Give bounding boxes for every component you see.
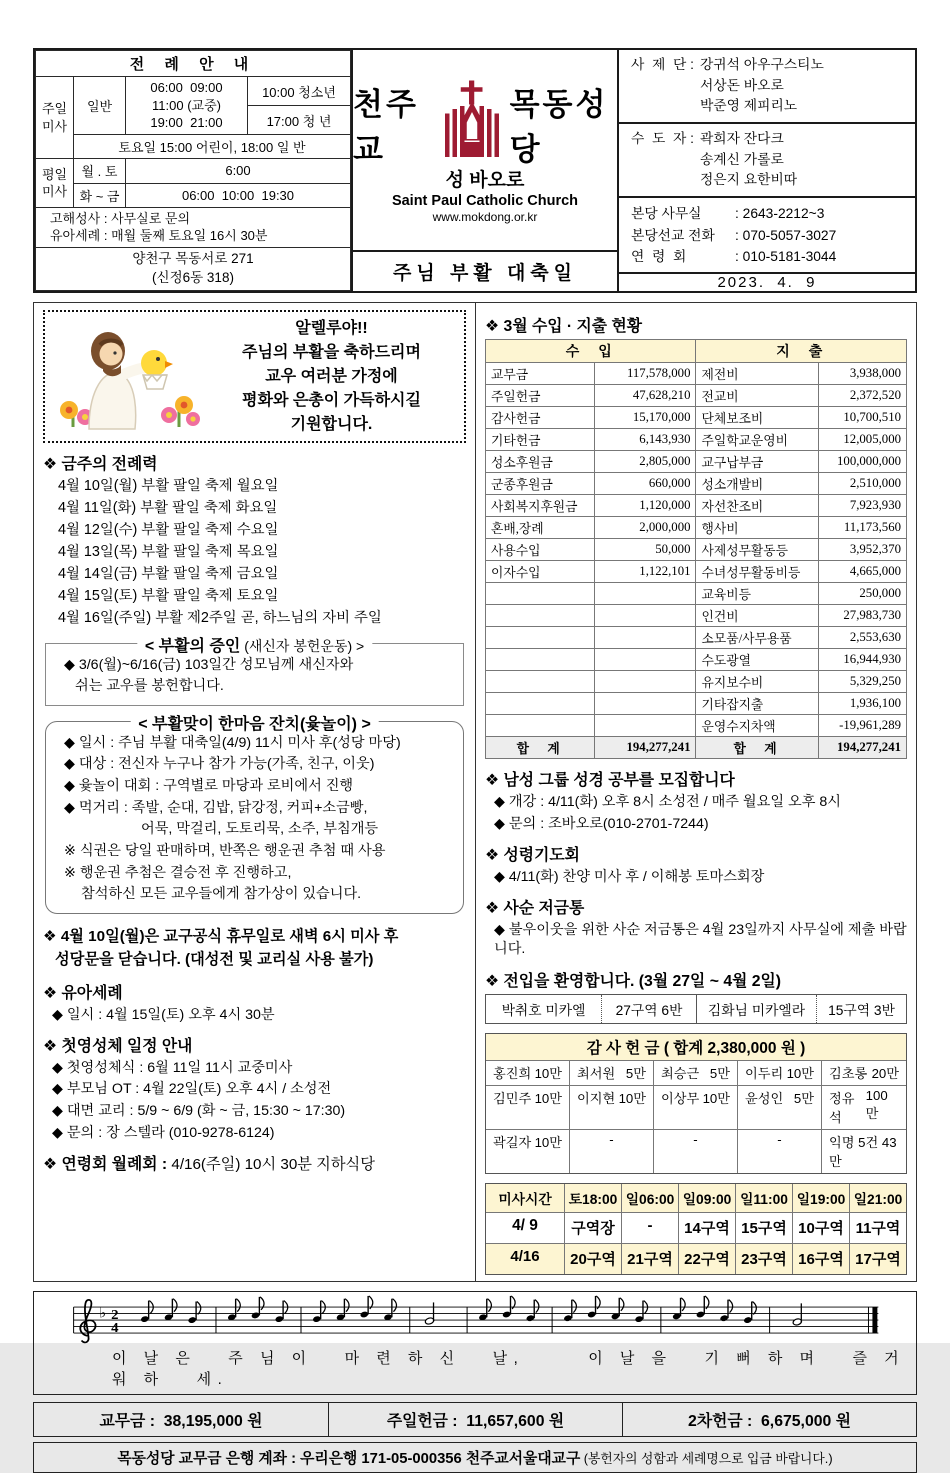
finance-row — [486, 495, 907, 517]
music-staff — [40, 1295, 910, 1347]
welcome-cell: 15구역 3반 — [816, 995, 906, 1023]
rota-cell: - — [621, 1212, 678, 1243]
income-label — [486, 627, 595, 649]
expense-label: 단체보조비 — [696, 407, 818, 429]
treble-clef-icon — [80, 1299, 95, 1342]
prayer-meeting-list — [485, 868, 907, 887]
left-column — [34, 303, 475, 1280]
communion-item: ◆ 첫영성체식 : 6월 11일 11시 교중미사 — [52, 1059, 293, 1076]
calendar-item: 4월 14일(금) 부활 팔일 축제 금요일 — [58, 566, 279, 582]
finance-row — [486, 627, 907, 649]
welcome-table — [485, 994, 907, 1024]
saturday-mass-times: 토요일 15:00 어린이, 18:00 일 반 — [74, 135, 351, 159]
income-label: 성소후원금 — [486, 451, 595, 473]
priests-names: 강귀석 아우구스티노 서상돈 바오로 박준영 제피리노 — [699, 57, 824, 114]
donor-amount: 10만 — [702, 1091, 730, 1107]
expense-header: 지 출 — [696, 340, 907, 363]
calendar-item: 4월 15일(토) 부활 팔일 축제 토요일 — [58, 587, 279, 604]
expense-label: 수도광열 — [696, 649, 818, 671]
communion-item: ◆ 부모님 OT : 4월 22일(토) 오후 4시 / 소성전 — [52, 1081, 332, 1098]
festival-line: ◆ 윷놀이 대회 : 구역별로 마당과 로비에서 진행 — [64, 778, 354, 794]
calendar-item: 4월 10일(월) 부활 팔일 축제 월요일 — [58, 478, 279, 495]
donor-name: 김초롱 — [829, 1066, 868, 1082]
rota-header-cell: 일19:00 — [792, 1184, 849, 1212]
rota-header-cell: 일21:00 — [849, 1184, 906, 1212]
brand-name-row — [353, 78, 617, 169]
thanksgiving-cell — [570, 1129, 654, 1173]
finance-row — [486, 715, 907, 737]
right-column — [475, 303, 916, 1280]
religious-names: 곽희자 잔다크 송계신 가롤로 정은지 요한비따 — [699, 131, 798, 188]
phone-label: 본당 사무실 — [631, 206, 702, 222]
youth-mass-time: 10:00 청소년 — [248, 77, 351, 106]
rota-cell: 22구역 — [678, 1243, 735, 1274]
finance-row — [486, 363, 907, 385]
income-label: 혼배,장례 — [486, 517, 595, 539]
finance-title: ❖ 3월 수입 · 지출 현황 — [485, 318, 642, 336]
income-amount — [595, 649, 696, 671]
time-signature-bottom: 4 — [111, 1320, 119, 1336]
closure-notice: ❖ 4월 10일(월)은 교구공식 휴무일로 새벽 6시 미사 후 성당문을 닫습니다. (대성전 및 교리실 사용 불가) — [43, 928, 399, 968]
expense-amount: 250,000 — [818, 583, 906, 605]
thanksgiving-cell — [822, 1129, 906, 1173]
donor-name: 김민주 — [493, 1091, 532, 1107]
income-label — [486, 693, 595, 715]
phone-row — [631, 246, 907, 267]
expense-label: 유지보수비 — [696, 671, 818, 693]
finance-row — [486, 583, 907, 605]
donor-amount: 100만 — [865, 1088, 888, 1122]
general-label: 일반 — [74, 77, 126, 135]
donor-amount: 5만 — [709, 1066, 730, 1082]
expense-amount: 4,665,000 — [818, 561, 906, 583]
thanksgiving-cell — [654, 1129, 738, 1173]
festival-line: ※ 행운권 추첨은 결승전 후 진행하고, — [64, 864, 292, 881]
festival-line: 어묵, 막걸리, 도토리묵, 소주, 부침개등 — [141, 821, 379, 838]
donor-name: 윤성인 — [745, 1091, 784, 1107]
expense-label: 제전비 — [696, 363, 818, 385]
easter-greeting-box — [43, 310, 466, 443]
income-label: 사용수입 — [486, 539, 595, 561]
income-amount: 15,170,000 — [595, 407, 696, 429]
rota-header-cell: 미사시간 — [486, 1184, 564, 1212]
finance-row — [486, 385, 907, 407]
income-label: 사회복지후원금 — [486, 495, 595, 517]
easter-festival-box — [45, 716, 464, 914]
expense-amount: 10,700,510 — [818, 407, 906, 429]
bible-study-item: ◆ 문의 : 조바오로(010-2701-7244) — [494, 815, 709, 832]
expense-label: 수녀성무활동비등 — [696, 561, 818, 583]
calendar-item: 4월 13일(목) 부활 팔일 축제 목요일 — [58, 544, 279, 561]
income-amount: 2,000,000 — [595, 517, 696, 539]
donor-amount: 10만 — [534, 1135, 562, 1151]
income-amount: 660,000 — [595, 473, 696, 495]
expense-amount: 2,553,630 — [818, 627, 906, 649]
offering-second: 2차헌금 : 6,675,000 원 — [622, 1403, 916, 1436]
schedule-title: 전 례 안 내 — [36, 51, 351, 77]
income-label: 주일헌금 — [486, 385, 595, 407]
brand-name-left: 천주교 — [353, 86, 419, 167]
expense-amount: 16,944,930 — [818, 649, 906, 671]
thanksgiving-cell — [570, 1085, 654, 1129]
thanksgiving-cell — [486, 1061, 570, 1085]
bible-study-item: ◆ 개강 : 4/11(화) 오후 8시 소성전 / 매주 월요일 오후 8시 — [494, 794, 841, 811]
time-signature-top: 2 — [111, 1307, 119, 1323]
easter-illustration — [51, 315, 201, 438]
rota-row-apr16 — [486, 1243, 906, 1274]
income-amount: 117,578,000 — [595, 363, 696, 385]
expense-amount: 5,329,250 — [818, 671, 906, 693]
thanksgiving-offering-table — [485, 1033, 907, 1174]
easter-festival-title: < 부활맞이 한마음 잔치(윷놀이) > — [130, 711, 379, 734]
weekday-mass-label: 평일 미사 — [36, 159, 74, 207]
mass-schedule-table — [35, 50, 351, 291]
finance-row — [486, 451, 907, 473]
easter-festival-lines — [55, 734, 454, 905]
expense-label: 교구납부금 — [696, 451, 818, 473]
donor-name: 홍진희 — [493, 1066, 532, 1082]
income-amount: 1,122,101 — [595, 561, 696, 583]
phones-block — [619, 198, 915, 274]
thanksgiving-title: 감 사 헌 금 ( 합계 2,380,000 원 ) — [486, 1034, 906, 1061]
easter-witness-lines — [55, 656, 454, 697]
church-website: www.mokdong.or.kr — [432, 210, 538, 225]
rota-cell: 21구역 — [621, 1243, 678, 1274]
finance-total-row: 합 계 194,277,241 합 계 194,277,241 — [486, 737, 907, 759]
thanksgiving-cell — [738, 1061, 822, 1085]
expense-amount: 3,938,000 — [818, 363, 906, 385]
donor-name: 곽길자 — [493, 1135, 532, 1151]
phone-label: 본당선교 전화 — [631, 227, 715, 243]
rota-header-cell: 일09:00 — [678, 1184, 735, 1212]
phone-row — [631, 203, 907, 224]
thanksgiving-cell — [822, 1061, 906, 1085]
festival-line: ※ 식권은 당일 판매하며, 반쪽은 행운권 추첨 때 사용 — [64, 843, 386, 860]
donor-name: 정유석 — [829, 1091, 855, 1126]
witness-line: ◆ 3/6(월)~6/16(금) 103일간 성모님께 새신자와 — [64, 656, 354, 673]
donor-name: - — [609, 1132, 614, 1148]
donor-amount: 5만 — [625, 1066, 646, 1082]
brand-block — [353, 50, 617, 250]
mass-rota-table — [485, 1183, 907, 1275]
income-label — [486, 649, 595, 671]
easter-witness-box — [45, 638, 464, 706]
donor-name: 이지현 — [577, 1091, 616, 1107]
rota-cell: 23구역 — [735, 1243, 792, 1274]
donor-name: 익명 5건 43만 — [829, 1135, 897, 1170]
contacts-panel — [619, 50, 915, 291]
expense-label: 교육비등 — [696, 583, 818, 605]
rota-cell: 구역장 — [564, 1212, 621, 1243]
final-barline — [872, 1307, 877, 1333]
sunday-mass-label: 주일 미사 — [36, 77, 74, 159]
income-label: 감사헌금 — [486, 407, 595, 429]
finance-row — [486, 649, 907, 671]
notes — [140, 1296, 802, 1326]
flat-sign: ♭ — [99, 1305, 107, 1321]
mass-schedule-panel — [35, 50, 353, 291]
income-amount: 50,000 — [595, 539, 696, 561]
finance-table — [485, 339, 907, 759]
thanksgiving-cell — [654, 1085, 738, 1129]
finance-row — [486, 539, 907, 561]
bank-account-notice: 목동성당 교무금 은행 계좌 : 우리은행 171-05-000356 천주교서울대교구 (봉헌자의 성함과 세례명으로 입금 바랍니다.) — [33, 1442, 917, 1473]
income-amount — [595, 715, 696, 737]
expense-label: 자선찬조비 — [696, 495, 818, 517]
body-columns — [33, 302, 917, 1281]
rota-cell: 15구역 — [735, 1212, 792, 1243]
income-label: 교무금 — [486, 363, 595, 385]
lent-bank-item: ◆ 불우이웃을 위한 사순 저금통은 4월 23일까지 사무실에 제출 바랍니다. — [494, 922, 907, 958]
thanksgiving-cell — [486, 1129, 570, 1173]
lent-bank-title: ❖ 사순 저금통 — [485, 900, 585, 918]
welcome-title: ❖ 전입을 환영합니다. (3월 27일 ~ 4월 2일) — [485, 972, 782, 990]
expense-amount: 2,510,000 — [818, 473, 906, 495]
festival-line: ◆ 대상 : 전신자 누구나 참가 가능(가족, 친구, 이웃) — [64, 756, 375, 773]
finance-row — [486, 693, 907, 715]
income-label: 군종후원금 — [486, 473, 595, 495]
rota-cell: 16구역 — [792, 1243, 849, 1274]
welcome-cell: 27구역 6반 — [601, 995, 696, 1023]
donor-amount: 5만 — [793, 1091, 814, 1107]
donor-name: - — [777, 1132, 782, 1148]
brand-panel — [353, 50, 619, 291]
expense-amount: 1,936,100 — [818, 693, 906, 715]
thanksgiving-cell — [486, 1085, 570, 1129]
donor-amount: 10만 — [534, 1091, 562, 1107]
festival-line: ◆ 먹거리 : 족발, 순대, 김밥, 닭강정, 커피+소금빵, — [64, 799, 368, 816]
donor-name: - — [693, 1132, 698, 1148]
expense-amount: -19,961,289 — [818, 715, 906, 737]
festival-line: ◆ 일시 : 주님 부활 대축일(4/9) 11시 미사 후(성당 마당) — [64, 734, 401, 751]
rota-cell: 11구역 — [849, 1212, 906, 1243]
income-label — [486, 715, 595, 737]
donor-amount: 20만 — [871, 1066, 899, 1082]
communion-item: ◆ 문의 : 장 스텔라 (010-9278-6124) — [52, 1124, 275, 1141]
priests-label: 사 제 단 : — [631, 57, 694, 72]
thanksgiving-cell — [738, 1085, 822, 1129]
expense-label: 행사비 — [696, 517, 818, 539]
liturgical-calendar-list — [43, 477, 466, 628]
easter-greeting-text: 알렐루야!! 주님의 부활을 축하드리며 교우 여러분 가정에 평화와 은총이 가득하시길 기원합니다. — [242, 319, 421, 433]
welcome-cell: 김화님 미카엘라 — [696, 995, 816, 1023]
finance-row — [486, 517, 907, 539]
bible-study-title: ❖ 남성 그룹 성경 공부를 모집합니다 — [485, 772, 735, 790]
finance-row — [486, 473, 907, 495]
communion-item: ◆ 대면 교리 : 5/9 ~ 6/9 (화 ~ 금, 15:30 ~ 17:30) — [52, 1103, 346, 1120]
offering-sunday: 주일헌금 : 11,657,600 원 — [328, 1403, 622, 1436]
rota-cell: 4/ 9 — [486, 1212, 564, 1243]
hymn-lyrics: 이 날 은 주 님 이 마 련 하 신 날, 이 날 을 기 뻐 하 며 즐 거 워 하 세. — [112, 1349, 906, 1388]
donor-name: 이상무 — [661, 1091, 700, 1107]
income-label — [486, 671, 595, 693]
expense-amount: 11,173,560 — [818, 517, 906, 539]
rota-cell: 20구역 — [564, 1243, 621, 1274]
offering-gyomugeum: 교무금 : 38,195,000 원 — [99, 1412, 263, 1430]
religious-label: 수 도 자 : — [631, 131, 694, 147]
expense-amount: 27,983,730 — [818, 605, 906, 627]
weekly-offering-summary — [33, 1402, 917, 1437]
funeral-association-notice: ❖ 연령회 월례회 : 4/16(주일) 10시 30분 지하식당 — [43, 1155, 375, 1173]
easter-witness-title: < 부활의 증인 (새신자 봉헌운동) > — [137, 633, 372, 656]
rota-header-row — [486, 1184, 906, 1212]
expense-label: 소모품/사무용품 — [696, 627, 818, 649]
welcome-cell: 박취호 미카엘 — [501, 1002, 586, 1018]
thanksgiving-cell — [570, 1061, 654, 1085]
witness-line: 쉬는 교우를 봉헌합니다. — [75, 678, 224, 695]
income-label: 기타헌금 — [486, 429, 595, 451]
donor-name: 이두리 — [745, 1066, 784, 1082]
bible-study-list — [485, 793, 907, 834]
schedule-notes: 고해성사 : 사무실로 문의 유아세례 : 매월 둘째 토요일 16시 30분 — [36, 207, 351, 247]
donor-amount: 10만 — [534, 1066, 562, 1082]
finance-row — [486, 561, 907, 583]
calendar-item: 4월 11일(화) 부활 팔일 축제 화요일 — [58, 500, 278, 517]
income-amount: 1,120,000 — [595, 495, 696, 517]
income-amount — [595, 671, 696, 693]
expense-label: 기타잡지출 — [696, 693, 818, 715]
thanksgiving-cell — [738, 1129, 822, 1173]
income-amount: 2,805,000 — [595, 451, 696, 473]
religious-block — [619, 124, 915, 198]
festival-line: 참석하신 모든 교우들에게 참가상이 있습니다. — [81, 886, 362, 903]
expense-label: 성소개발비 — [696, 473, 818, 495]
donor-amount: 10만 — [786, 1066, 814, 1082]
donor-name: 최서원 — [577, 1066, 616, 1082]
infant-baptism-title: ❖ 유아세례 — [43, 984, 123, 1002]
thanksgiving-cell — [822, 1085, 906, 1129]
finance-row — [486, 407, 907, 429]
priests-block — [619, 50, 915, 124]
expense-label: 운영수지차액 — [696, 715, 818, 737]
expense-label: 인건비 — [696, 605, 818, 627]
rota-cell: 10구역 — [792, 1212, 849, 1243]
baptism-item: ◆ 일시 : 4월 15일(토) 오후 4시 30분 — [52, 1006, 275, 1023]
income-label — [486, 605, 595, 627]
rota-header-cell: 토18:00 — [564, 1184, 621, 1212]
thanksgiving-grid — [486, 1061, 906, 1173]
first-communion-title: ❖ 첫영성체 일정 안내 — [43, 1037, 193, 1055]
tue-fri-label: 화 ~ 금 — [74, 183, 126, 207]
rota-header-cell: 일11:00 — [735, 1184, 792, 1212]
prayer-meeting-item: ◆ 4/11(화) 찬양 미사 후 / 이해봉 토마스회장 — [494, 869, 765, 886]
phone-row — [631, 225, 907, 246]
income-header: 수 입 — [486, 340, 696, 363]
phone-label: 연 령 회 — [631, 248, 687, 264]
income-amount: 47,628,210 — [595, 385, 696, 407]
rota-header-cell: 일06:00 — [621, 1184, 678, 1212]
hymn-score-box — [33, 1291, 917, 1395]
mon-sat-label: 월 . 토 — [74, 159, 126, 183]
brand-name-right: 목동성당 — [509, 86, 609, 167]
finance-row — [486, 605, 907, 627]
liturgical-calendar-title: ❖ 금주의 전례력 — [43, 456, 158, 474]
expense-amount: 3,952,370 — [818, 539, 906, 561]
finance-row — [486, 671, 907, 693]
church-name-english: Saint Paul Catholic Church — [391, 193, 579, 210]
income-amount — [595, 627, 696, 649]
lent-bank-list — [485, 921, 907, 959]
expense-amount: 7,923,930 — [818, 495, 906, 517]
expense-label: 전교비 — [696, 385, 818, 407]
income-amount: 6,143,930 — [595, 429, 696, 451]
income-label: 이자수입 — [486, 561, 595, 583]
calendar-item: 4월 16일(주일) 부활 제2주일 곧, 하느님의 자비 주일 — [58, 609, 382, 626]
tue-fri-times: 06:00 10:00 19:30 — [126, 183, 351, 207]
donor-name: 최승근 — [661, 1066, 700, 1082]
income-amount — [595, 693, 696, 715]
expense-amount: 100,000,000 — [818, 451, 906, 473]
general-mass-times: 06:00 09:00 11:00 (교중) 19:00 21:00 — [126, 77, 248, 135]
income-label — [486, 583, 595, 605]
rota-cell: 14구역 — [678, 1212, 735, 1243]
thanksgiving-cell — [654, 1061, 738, 1085]
infant-baptism-list — [43, 1006, 466, 1025]
feast-day-title: 주님 부활 대축일 — [353, 250, 617, 291]
mon-sat-time: 6:00 — [126, 159, 351, 183]
rota-row-apr9 — [486, 1212, 906, 1243]
phone-number: : 2643-2212~3 — [735, 206, 825, 222]
young-adult-mass-time: 17:00 청 년 — [248, 106, 351, 135]
patron-name: 성 바오로 — [445, 170, 525, 192]
expense-label: 주일학교운영비 — [696, 429, 818, 451]
church-logo-icon — [436, 78, 508, 169]
rota-cell: 17구역 — [849, 1243, 906, 1274]
church-address: 양천구 목동서로 271 (신정6동 318) — [36, 248, 351, 291]
phone-number: : 010-5181-3044 — [735, 248, 837, 264]
finance-row — [486, 429, 907, 451]
income-amount — [595, 605, 696, 627]
income-amount — [595, 583, 696, 605]
donor-amount: 10만 — [618, 1091, 646, 1107]
expense-label: 사제성무활동등 — [696, 539, 818, 561]
first-communion-list — [43, 1059, 466, 1143]
prayer-meeting-title: ❖ 성령기도회 — [485, 847, 580, 865]
expense-amount: 2,372,520 — [818, 385, 906, 407]
expense-amount: 12,005,000 — [818, 429, 906, 451]
bulletin-date: 2023. 4. 9 — [717, 274, 817, 292]
phone-number: : 070-5057-3027 — [735, 227, 837, 243]
calendar-item: 4월 12일(수) 부활 팔일 축제 수요일 — [58, 522, 279, 539]
rota-cell: 4/16 — [486, 1243, 564, 1274]
masthead — [33, 48, 917, 293]
